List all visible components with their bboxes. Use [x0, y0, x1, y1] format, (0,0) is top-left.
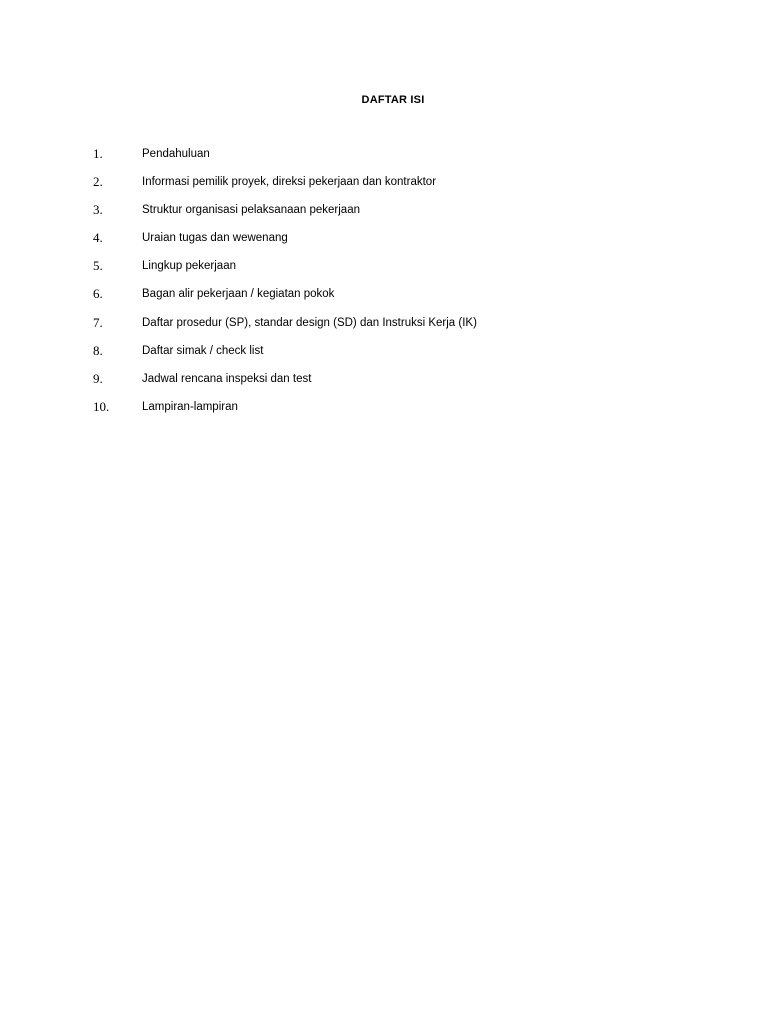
- toc-item-number: 8.: [93, 342, 103, 358]
- toc-item-number: 5.: [93, 258, 103, 274]
- toc-item-number: 6.: [93, 286, 103, 302]
- toc-item: [0, 285, 768, 313]
- toc-item-label: Lampiran-lampiran: [142, 400, 238, 413]
- toc-item: [0, 314, 768, 342]
- toc-item-label: Informasi pemilik proyek, direksi pekerjaan dan kontraktor: [142, 176, 437, 189]
- toc-item: [0, 257, 768, 285]
- toc-item-label: Lingkup pekerjaan: [142, 260, 236, 273]
- toc-item: [0, 201, 768, 229]
- toc-item-label: Jadwal rencana inspeksi dan test: [142, 372, 312, 385]
- table-of-contents: [0, 145, 768, 426]
- toc-item: [0, 370, 768, 398]
- toc-item-number: 7.: [93, 314, 103, 330]
- toc-item-label: Pendahuluan: [142, 148, 210, 160]
- toc-item-number: 1.: [93, 146, 103, 161]
- toc-item-label: Daftar prosedur (SP), standar design (SD) dan Instruksi Kerja (IK): [142, 316, 477, 329]
- toc-item-label: Struktur organisasi pelaksanaan pekerjaan: [142, 204, 360, 217]
- toc-item-number: 4.: [93, 230, 103, 246]
- toc-item: [0, 342, 768, 370]
- toc-item-label: Uraian tugas dan wewenang: [142, 232, 288, 245]
- toc-item: [0, 145, 768, 173]
- toc-item: [0, 398, 768, 426]
- page-title: DAFTAR ISI: [361, 94, 425, 106]
- toc-item: [0, 173, 768, 201]
- toc-item-number: 10.: [93, 398, 110, 414]
- toc-item-label: Bagan alir pekerjaan / kegiatan pokok: [142, 288, 335, 301]
- toc-item-label: Daftar simak / check list: [142, 344, 264, 357]
- toc-item-number: 2.: [93, 174, 103, 190]
- toc-item: [0, 229, 768, 257]
- toc-item-number: 3.: [93, 202, 103, 218]
- toc-item-number: 9.: [93, 370, 103, 386]
